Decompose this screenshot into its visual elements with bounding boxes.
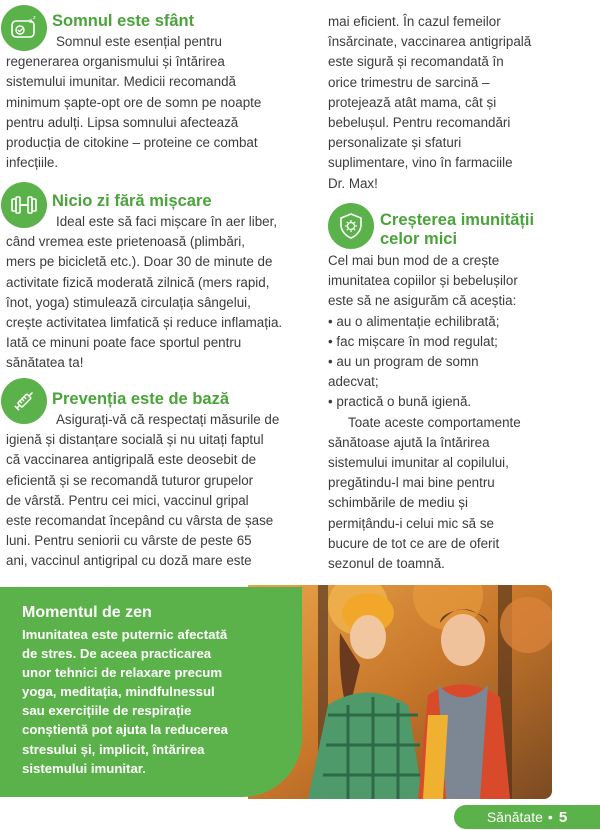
sleep-text: Somnul este esențial pentru regenerarea organismului și întărirea sistemului imunitar. Medicii recomandă minimum șapte-opt ore de somn pe noapte pentru adulți. Lipsa somnului afectează producția de citokine – proteine ce combat infecțiile. — [6, 34, 262, 171]
svg-text:z: z — [29, 18, 33, 25]
sleep-title: Somnul este sfânt — [52, 12, 195, 30]
footer-section-label: Sănătate — [486, 809, 543, 825]
immunity-title: Creșterea imunității celor mici — [380, 211, 535, 248]
movement-title: Nicio zi fără mișcare — [52, 192, 212, 210]
shield-virus-icon — [336, 211, 366, 241]
prevention-text-continued: mai eficient. În cazul femeilor însărcinate, vaccinarea antigripală este sigură și recomandată în orice trimestru de sarcină – protejează atât mama, cât și bebelușul. Pentru recomandări personalizate și sfaturi suplimentare, vino în farmaciile Dr. Max! — [328, 14, 532, 191]
page-footer-tag — [454, 805, 600, 829]
svg-text:z: z — [33, 15, 36, 21]
footer-separator: • — [547, 809, 553, 825]
immunity-text: Cel mai bun mod de a crește imunitatea copiilor și bebelușilor este să ne asigurăm că aceștia: • au o alimentație echilibrată; • fac mișcare în mod regulat; • au un program de somn adecvat; • practică o bună igienă. Toate aceste comportamente sănătoase ajută la întărirea sistemului imunitar al copilului, pregătindu-l mai bine pentru schimbările de mediu și permițându-i celui mic să se bucure de tot ce are de oferit sezonul de toamnă. — [328, 253, 521, 572]
prevention-text: Asigurați-vă că respectați măsurile de igienă și distanțare socială și nu uitați faptul că vaccinarea antigripală este deosebit de eficientă și se recomandă tuturor grupelor de vârstă. Pentru cei mici, vaccinul gripal este recomandat începând cu vârsta de șase luni. Pentru seniorii cu vârste de peste 65 ani, vaccinul antigripal cu doză mare este — [6, 412, 280, 569]
movement-text: Ideal este să faci mișcare în aer liber, când vremea este prietenoasă (plimbări, mers pe bicicletă etc.). Doar 30 de minute de activitate fizică moderată zilnică (mers rapid, înot, yoga) stimulează circulația sângelui, crește activitatea limfatică și reduce inflamația. Iată ce minuni poate face sportul pentru sănătatea ta! — [6, 214, 283, 371]
immunity-icon-badge — [328, 203, 374, 249]
prevention-title: Prevenția este de bază — [52, 390, 230, 408]
page-number: 5 — [558, 808, 568, 826]
zen-text: Imunitatea este puternic afectată de stres. De aceea practicarea unor tehnici de relaxare precum yoga, meditația, mindfulnessul sau exercițiile de respirație conștientă pot ajuta la reducerea stresului și, implicit, întărirea sistemului imunitar. — [22, 627, 228, 776]
zen-title: Momentul de zen — [22, 604, 152, 621]
